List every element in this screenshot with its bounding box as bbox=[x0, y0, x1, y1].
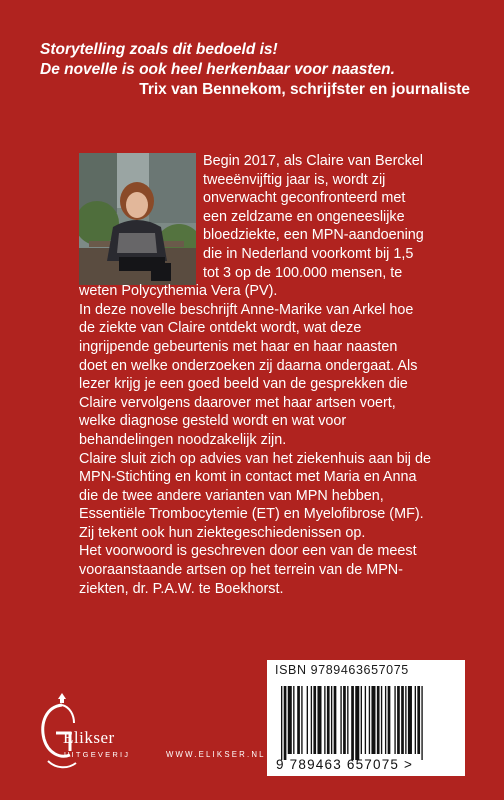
blurb-text bbox=[79, 152, 431, 598]
blurb-line: bloedziekte, een MPN-aandoening bbox=[203, 227, 424, 244]
endorsement-quote-line-2: De novelle is ook heel herkenbaar voor naasten. bbox=[40, 61, 395, 78]
publisher-name: Elikser bbox=[63, 728, 115, 747]
blurb-line: doet en welke onderzoeken zij daarna ondergaat. Als bbox=[79, 357, 418, 374]
blurb-line: vooraanstaande artsen op het terrein van de MPN- bbox=[79, 562, 403, 579]
blurb-line: tweeënvijftig jaar is, wordt zij bbox=[203, 171, 386, 188]
blurb-line: onverwacht geconfronteerd met bbox=[203, 190, 406, 207]
blurb-line: Zij tekent ook hun ziektegeschiedenissen op. bbox=[79, 524, 366, 541]
blurb-line: lezer krijg je een goed beeld van de gesprekken die bbox=[79, 376, 408, 393]
blurb-line: die de twee andere varianten van MPN hebben, bbox=[79, 487, 384, 504]
blurb-line: Begin 2017, als Claire van Berckel bbox=[203, 153, 423, 169]
blurb-line: ingrijpende gebeurtenis met haar en haar naasten bbox=[79, 338, 398, 355]
endorsement-author: Trix van Bennekom, schrijfster en journaliste bbox=[139, 81, 470, 98]
blurb-line: MPN-Stichting en komt in contact met Maria en Anna bbox=[79, 469, 417, 486]
isbn-label: ISBN 9789463657075 bbox=[267, 660, 465, 680]
blurb-line: Het voorwoord is geschreven door een van de meest bbox=[79, 543, 417, 560]
blurb-line: tot 3 op de 100.000 mensen, te bbox=[203, 264, 403, 281]
blurb-line: Claire sluit zich op advies van het ziekenhuis aan bij de bbox=[79, 450, 431, 467]
blurb-line: welke diagnose gesteld wordt en wat voor bbox=[79, 413, 347, 430]
barcode-digits: 9 789463 657075 > bbox=[276, 757, 414, 772]
blurb-line: weten Polycythemia Vera (PV). bbox=[79, 283, 278, 300]
blurb-line: Claire vervolgens daarover met haar artsen voert, bbox=[79, 394, 396, 411]
endorsement bbox=[40, 40, 470, 100]
barcode bbox=[267, 680, 465, 776]
blurb-line: die in Nederland voorkomt bij 1,5 bbox=[203, 245, 414, 262]
blurb-line: de ziekte van Claire ontdekt wordt, wat deze bbox=[79, 320, 362, 337]
blurb-line: behandelingen noodzakelijk zijn. bbox=[79, 431, 287, 448]
blurb-line: Essentiële Trombocytemie (ET) en Myelofibrose (MF). bbox=[79, 506, 424, 523]
blurb-line: een zeldzame en ongeneeslijke bbox=[203, 208, 405, 225]
publisher-url[interactable]: WWW.ELIKSER.NL bbox=[166, 750, 266, 759]
blurb-line: ziekten, dr. P.A.W. te Boekhorst. bbox=[79, 580, 284, 597]
endorsement-quote-line-1: Storytelling zoals dit bedoeld is! bbox=[40, 41, 278, 58]
publisher-subtitle: UITGEVERIJ bbox=[64, 750, 131, 759]
blurb-line: In deze novelle beschrijft Anne-Marike van Arkel hoe bbox=[79, 301, 414, 318]
